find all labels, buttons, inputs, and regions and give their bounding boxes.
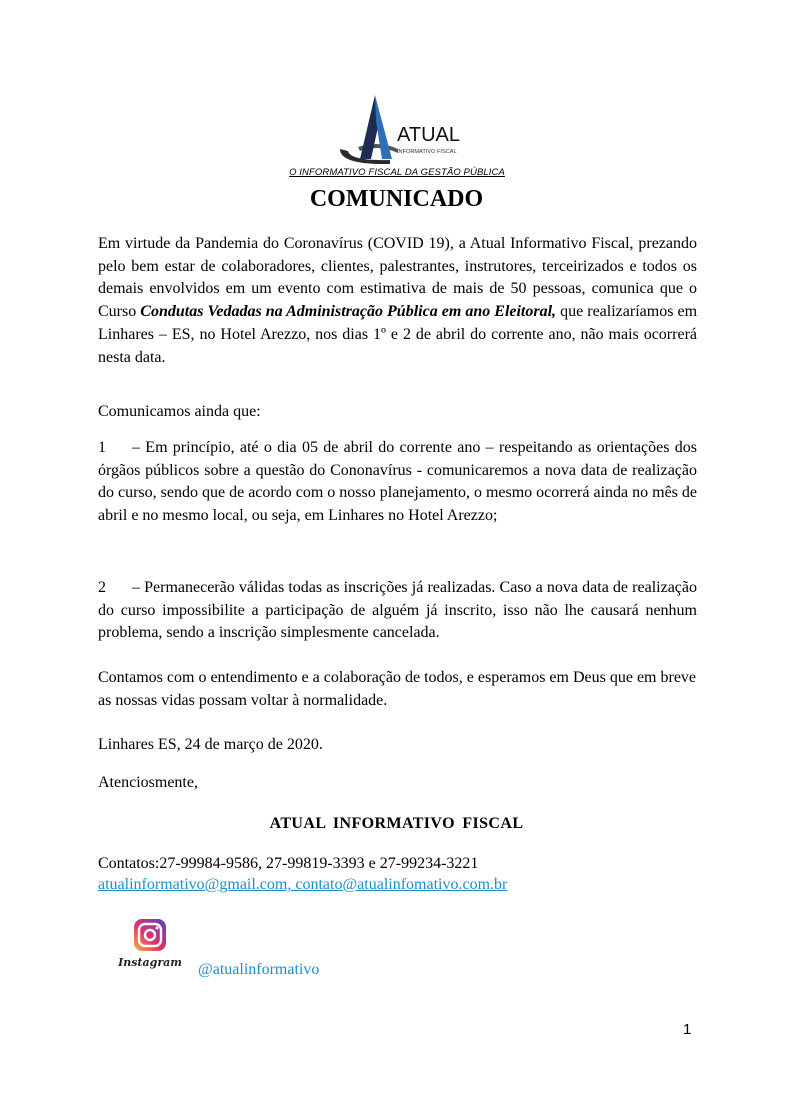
contact-phones: Contatos:27-99984-9586, 27-99819-3393 e 27-99234-3221 [98,855,479,872]
page-title: COMUNICADO [309,186,484,212]
svg-text:INFORMATIVO FISCAL: INFORMATIVO FISCAL [397,149,457,155]
instagram-handle[interactable]: @atualinformativo [198,961,320,978]
list-item-2: 2 – Permanecerão válidas todas as inscrições já realizadas. Caso a nova data de realização do curso impossibilite a participação de alguém já inscrito, isso não lhe causará nenhum problema, sendo a inscrição simplesmente cancelada. [98,579,697,642]
list-item-1: 1 – Em princípio, até o dia 05 de abril do corrente ano – respeitando as orientações dos órgãos públicos sobre a questão do Cononavírus - comunicaremos a nova data de realização do curso, sendo que de acordo com o nosso planejamento, o mesmo ocorrerá ainda no mês de abril e no mesmo local, ou seja, em Linhares no Hotel Arezzo; [98,439,697,525]
paragraph-thanks: Contamos com o entendimento e a colaboração de todos, e esperamos em Deus que em breve as nossas vidas possam voltar à normalidade. [98,669,697,709]
date-line: Linhares ES, 24 de março de 2020. [98,736,323,753]
signature: ATUAL INFORMATIVO FISCAL [269,815,524,832]
course-name: Condutas Vedadas na Administração Pública em ano Eleitoral, [140,303,557,321]
instagram-label: Instagram [118,956,182,969]
paragraph-continuation: Comunicamos ainda que: [98,403,261,420]
svg-text:ATUAL: ATUAL [397,124,460,146]
paragraph-intro: Em virtude da Pandemia do Coronavírus (COVID 19), a Atual Informativo Fiscal, prezando pelo bem estar de colaboradores, clientes, palestrantes, instrutores, terceirizados e todos os demais envolvidos em um evento com estimativa de mais de 50 pessoas, comunica que o Curso Condutas Vedadas na Administração Pública em ano Eleitoral, que realizaríamos em Linhares – ES, no Hotel Arezzo, nos dias 1º e 2 de abril do corrente ano, não mais ocorrerá nesta data. [98,235,698,366]
contact-emails[interactable]: atualinformativo@gmail.com, contato@atualinfomativo.com.br [98,876,508,893]
closing: Atenciosmente, [98,774,198,791]
page-number: 1 [683,1021,692,1038]
tagline: O INFORMATIVO FISCAL DA GESTÃO PÚBLICA [289,167,505,178]
atual-logo [338,93,460,165]
